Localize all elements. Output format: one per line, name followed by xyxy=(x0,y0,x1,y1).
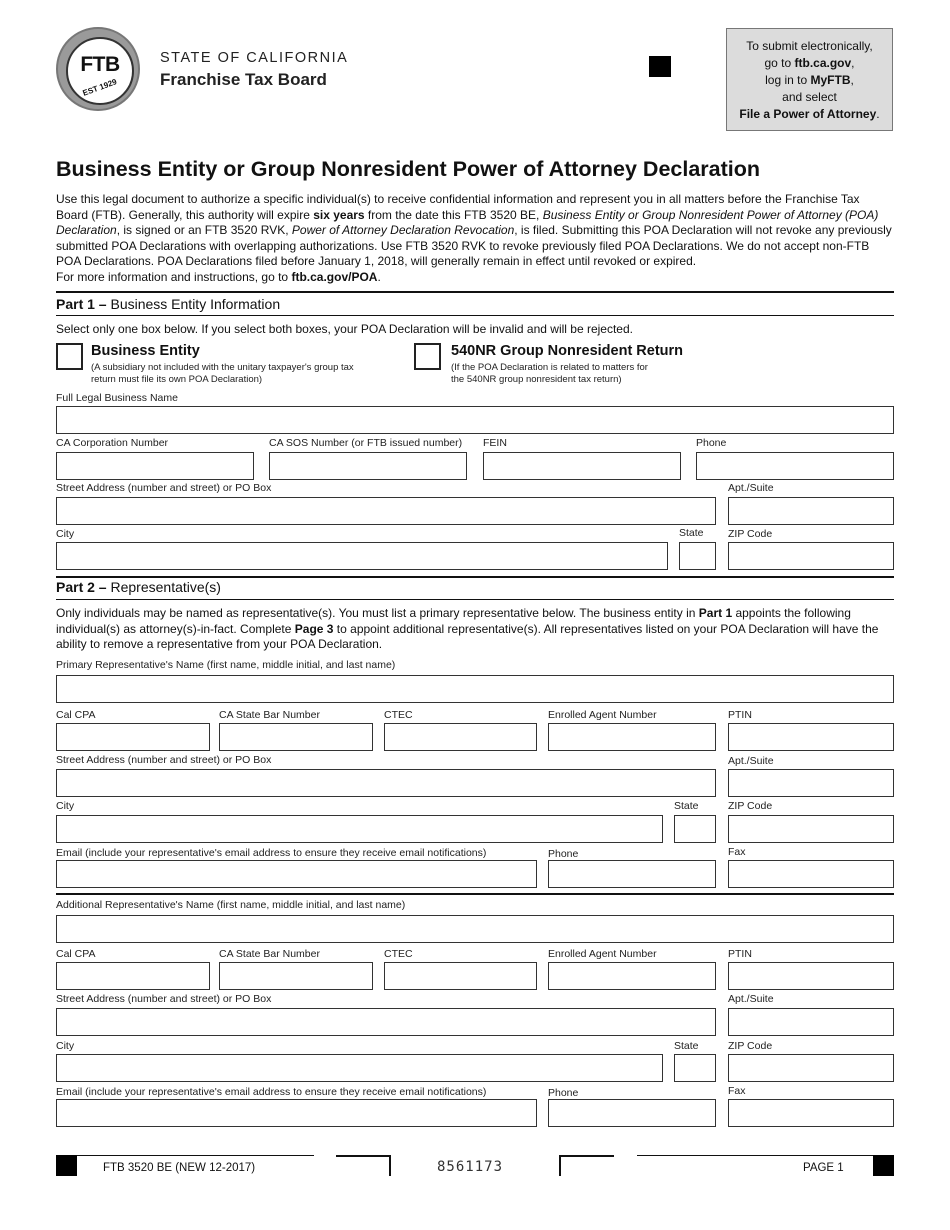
seal-est-text: EST 1929 xyxy=(81,77,119,98)
primary-phone-input[interactable] xyxy=(548,860,716,888)
phone-input[interactable] xyxy=(696,452,894,480)
state-name: STATE OF CALIFORNIA xyxy=(160,50,349,66)
part2-top-rule xyxy=(56,576,894,578)
primary-ctec-input[interactable] xyxy=(384,723,537,751)
additional-bar-input[interactable] xyxy=(219,962,373,990)
footer-rule-right xyxy=(637,1155,873,1156)
additional-phone-input[interactable] xyxy=(548,1099,716,1127)
primary-apt-input[interactable] xyxy=(728,769,894,797)
primary-fax-input[interactable] xyxy=(728,860,894,888)
additional-state-label: State xyxy=(674,1040,699,1052)
notice-line-5: File a Power of Attorney. xyxy=(739,107,880,121)
poa-link[interactable]: ftb.ca.gov/POA xyxy=(291,269,378,284)
corp-number-label: CA Corporation Number xyxy=(56,437,169,449)
seal-inner xyxy=(66,37,134,105)
city-input[interactable] xyxy=(56,542,668,570)
part1-instruction: Select only one box below. If you select both boxes, your POA Declaration will be invalid and will be rejected. xyxy=(56,322,633,336)
business-entity-checkbox[interactable] xyxy=(56,343,83,370)
primary-bar-label: CA State Bar Number xyxy=(219,709,320,721)
additional-fax-label: Fax xyxy=(728,1085,746,1097)
city-label: City xyxy=(56,528,75,540)
notice-line-1: To submit electronically, xyxy=(746,39,873,53)
barcode-bracket-right xyxy=(559,1155,614,1176)
group-nonresident-checkbox[interactable] xyxy=(414,343,441,370)
corp-number-input[interactable] xyxy=(56,452,254,480)
business-entity-label: Business Entity xyxy=(91,343,200,359)
form-barcode-number: 8561173 xyxy=(437,1159,504,1175)
part1-sub-rule xyxy=(56,315,894,316)
primary-zip-input[interactable] xyxy=(728,815,894,843)
page-number: PAGE 1 xyxy=(803,1162,844,1174)
registration-mark xyxy=(649,56,671,77)
legal-business-name-input[interactable] xyxy=(56,406,894,434)
primary-ptin-input[interactable] xyxy=(728,723,894,751)
primary-agent-label: Enrolled Agent Number xyxy=(548,709,657,721)
fein-input[interactable] xyxy=(483,452,681,480)
additional-street-label: Street Address (number and street) or PO Box xyxy=(56,993,272,1005)
form-title: Business Entity or Group Nonresident Power of Attorney Declaration xyxy=(56,157,761,181)
additional-agent-input[interactable] xyxy=(548,962,716,990)
additional-ptin-label: PTIN xyxy=(728,948,752,960)
notice-line-2: go to ftb.ca.gov, xyxy=(764,56,855,70)
sos-number-input[interactable] xyxy=(269,452,467,480)
fein-label: FEIN xyxy=(483,437,507,449)
footer-mark-left xyxy=(56,1155,77,1176)
phone-label: Phone xyxy=(696,437,727,449)
additional-fax-input[interactable] xyxy=(728,1099,894,1127)
seal-ftb-text: FTB xyxy=(80,53,120,76)
intro-paragraph: Use this legal document to authorize a specific individual(s) to receive confidential information and represent you in all matters before the Franchise Tax Board (FTB). Generally, this authority will expire six years from the date this FTB 3520 BE, Business Entity or Group Nonresident Power of Attorney (POA) Declaration, is signed or an FTB 3520 RVK, Power of Attorney Declaration Revocation, is filed. Submitting this POA Declaration will not revoke any previously submitted POA Declarations with overlapping authorizations. Use FTB 3520 RVK to revoke previously filed POA Declarations. We do not accept non-FTB POA Declarations. POA Declarations filed before January 1, 2018, will generally remain in effect until revoked or expired. For more information and instructions, go to ftb.ca.gov/POA. xyxy=(56,192,892,284)
primary-ptin-label: PTIN xyxy=(728,709,752,721)
additional-rep-name-input[interactable] xyxy=(56,915,894,943)
additional-ctec-label: CTEC xyxy=(384,948,413,960)
street-input[interactable] xyxy=(56,497,716,525)
part1-heading: Part 1 – Business Entity Information xyxy=(56,296,281,312)
additional-email-label: Email (include your representative's email address to ensure they receive email notifications) xyxy=(56,1086,487,1098)
footer-mark-right xyxy=(873,1155,894,1176)
primary-city-label: City xyxy=(56,800,75,812)
primary-city-input[interactable] xyxy=(56,815,663,843)
primary-email-input[interactable] xyxy=(56,860,537,888)
additional-apt-input[interactable] xyxy=(728,1008,894,1036)
apt-label: Apt./Suite xyxy=(728,482,774,494)
state-input[interactable] xyxy=(679,542,716,570)
additional-street-input[interactable] xyxy=(56,1008,716,1036)
additional-zip-input[interactable] xyxy=(728,1054,894,1082)
apt-input[interactable] xyxy=(728,497,894,525)
additional-city-input[interactable] xyxy=(56,1054,663,1082)
primary-fax-label: Fax xyxy=(728,846,746,858)
primary-state-label: State xyxy=(674,800,699,812)
footer-rule-left xyxy=(77,1155,314,1156)
notice-line-4: and select xyxy=(782,90,837,104)
primary-email-label: Email (include your representative's email address to ensure they receive email notifications) xyxy=(56,847,487,859)
group-nonresident-label: 540NR Group Nonresident Return xyxy=(451,343,684,359)
primary-agent-input[interactable] xyxy=(548,723,716,751)
additional-zip-label: ZIP Code xyxy=(728,1040,773,1052)
part2-sub-rule xyxy=(56,599,894,600)
primary-rep-name-label: Primary Representative's Name (first name, middle initial, and last name) xyxy=(56,659,396,671)
additional-bar-label: CA State Bar Number xyxy=(219,948,320,960)
primary-zip-label: ZIP Code xyxy=(728,800,773,812)
zip-label: ZIP Code xyxy=(728,528,773,540)
part1-top-rule xyxy=(56,291,894,293)
primary-street-label: Street Address (number and street) or PO Box xyxy=(56,754,272,766)
additional-rep-rule xyxy=(56,893,894,895)
ftb-seal-logo xyxy=(56,27,140,111)
legal-name-label: Full Legal Business Name xyxy=(56,392,178,404)
additional-city-label: City xyxy=(56,1040,75,1052)
primary-bar-input[interactable] xyxy=(219,723,373,751)
primary-cpa-label: Cal CPA xyxy=(56,709,96,721)
additional-email-input[interactable] xyxy=(56,1099,537,1127)
business-entity-note: (A subsidiary not included with the unitary taxpayer's group tax return must file its own POA Declaration) xyxy=(91,362,354,385)
additional-cpa-label: Cal CPA xyxy=(56,948,96,960)
sos-number-label: CA SOS Number (or FTB issued number) xyxy=(269,437,463,449)
part2-heading: Part 2 – Representative(s) xyxy=(56,579,221,595)
notice-line-3: log in to MyFTB, xyxy=(765,73,854,87)
primary-cpa-input[interactable] xyxy=(56,723,210,751)
group-nonresident-note: (If the POA Declaration is related to matters for the 540NR group nonresident tax return) xyxy=(451,362,648,385)
primary-rep-name-input[interactable] xyxy=(56,675,894,703)
state-label: State xyxy=(679,527,704,539)
agency-name: Franchise Tax Board xyxy=(160,70,327,89)
primary-state-input[interactable] xyxy=(674,815,716,843)
additional-agent-label: Enrolled Agent Number xyxy=(548,948,657,960)
street-label: Street Address (number and street) or PO Box xyxy=(56,482,272,494)
additional-rep-name-label: Additional Representative's Name (first name, middle initial, and last name) xyxy=(56,899,406,911)
additional-apt-label: Apt./Suite xyxy=(728,993,774,1005)
form-id: FTB 3520 BE (NEW 12-2017) xyxy=(103,1162,256,1174)
primary-phone-label: Phone xyxy=(548,848,579,860)
part2-paragraph: Only individuals may be named as representative(s). You must list a primary representative below. The business entity in Part 1 appoints the following individual(s) as attorney(s)-in-fact. Complete Page 3 to appoint additional representative(s). All representatives listed on your POA Declaration will have the ability to remove a representative from your POA Declaration. xyxy=(56,606,879,651)
additional-ctec-input[interactable] xyxy=(384,962,537,990)
zip-input[interactable] xyxy=(728,542,894,570)
electronic-submission-notice xyxy=(726,28,893,131)
additional-phone-label: Phone xyxy=(548,1087,579,1099)
additional-cpa-input[interactable] xyxy=(56,962,210,990)
additional-ptin-input[interactable] xyxy=(728,962,894,990)
ftb-link[interactable]: ftb.ca.gov xyxy=(794,56,852,70)
additional-state-input[interactable] xyxy=(674,1054,716,1082)
primary-ctec-label: CTEC xyxy=(384,709,413,721)
primary-street-input[interactable] xyxy=(56,769,716,797)
barcode-bracket-left xyxy=(336,1155,391,1176)
primary-apt-label: Apt./Suite xyxy=(728,755,774,767)
